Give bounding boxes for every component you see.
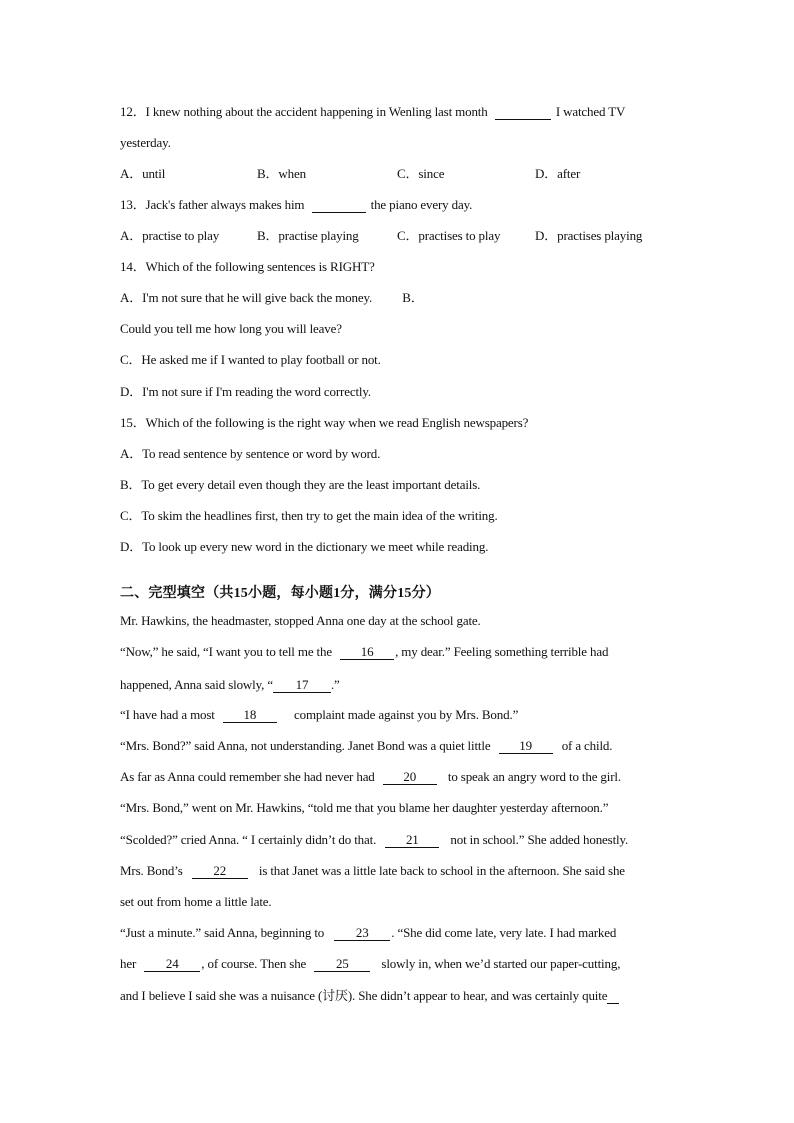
passage-line-13 — [120, 988, 619, 1004]
question-13-text-before: 13．Jack's father always makes him — [120, 197, 305, 212]
cloze-blank-19: 19 — [499, 739, 553, 754]
question-14-option-d: D．I'm not sure if I'm reading the word correctly. — [120, 384, 371, 399]
passage-text: “Mrs. Bond?” said Anna, not understanding. Janet Bond was a quiet little — [120, 738, 491, 753]
cloze-blank-16: 16 — [340, 645, 394, 660]
cloze-blank-18: 18 — [223, 708, 277, 723]
question-12-stem-continued: yesterday. — [120, 135, 171, 150]
cloze-blank-21: 21 — [385, 833, 439, 848]
passage-text: “I have had a most — [120, 707, 215, 722]
passage-line-5 — [120, 738, 612, 754]
question-14-option-c: C．He asked me if I wanted to play football or not. — [120, 352, 381, 367]
cloze-blank-25: 25 — [314, 957, 370, 972]
question-12-option-c: C．since — [397, 166, 445, 181]
question-15-option-b: B．To get every detail even though they are the least important details. — [120, 477, 481, 492]
passage-text: happened, Anna said slowly, “ — [120, 677, 273, 692]
question-12-option-b: B．when — [257, 166, 306, 181]
passage-text: “Just a minute.” said Anna, beginning to — [120, 925, 325, 940]
passage-line-4 — [120, 707, 518, 723]
cloze-blank-17: 17 — [273, 678, 331, 693]
passage-text: .” — [330, 677, 340, 692]
passage-line-11 — [120, 925, 616, 941]
passage-text: not in school.” She added honestly. — [450, 832, 629, 847]
question-15-option-a: A．To read sentence by sentence or word by word. — [120, 446, 381, 461]
passage-text: of a child. — [561, 738, 613, 753]
question-15-option-c: C．To skim the headlines first, then try to get the main idea of the writing. — [120, 508, 498, 523]
passage-text: “Now,” he said, “I want you to tell me the — [120, 644, 332, 659]
question-13-text-after: the piano every day. — [370, 197, 473, 212]
passage-text: , of course. Then she — [201, 956, 307, 971]
passage-line-8 — [120, 832, 628, 848]
cloze-blank-24: 24 — [144, 957, 200, 972]
passage-line-2 — [120, 644, 608, 660]
question-13-option-a: A．practise to play — [120, 228, 220, 243]
passage-text: slowly in, when we’d started our paper-cutting, — [381, 956, 621, 971]
question-12-text-before: 12．I knew nothing about the accident happening in Wenling last month — [120, 104, 488, 119]
passage-text: to speak an angry word to the girl. — [447, 769, 621, 784]
question-14-stem: 14．Which of the following sentences is RIGHT? — [120, 259, 375, 274]
question-13-option-b: B．practise playing — [257, 228, 359, 243]
passage-line-10: set out from home a little late. — [120, 894, 272, 909]
passage-line-6 — [120, 769, 621, 785]
question-12-stem — [120, 104, 625, 120]
question-14-option-b-label: B． — [402, 290, 424, 305]
question-13-option-c: C．practises to play — [397, 228, 501, 243]
passage-text: , my dear.” Feeling something terrible had — [395, 644, 609, 659]
passage-text: complaint made against you by Mrs. Bond.” — [293, 707, 519, 722]
question-14-option-b: Could you tell me how long you will leave? — [120, 321, 342, 336]
passage-text: is that Janet was a little late back to school in the afternoon. She said she — [258, 863, 625, 878]
question-12-text-after: I watched TV — [555, 104, 626, 119]
cloze-blank-23: 23 — [334, 926, 390, 941]
question-15-stem: 15．Which of the following is the right way when we read English newspapers? — [120, 415, 529, 430]
question-14-option-a-row — [120, 290, 424, 306]
passage-line-1: Mr. Hawkins, the headmaster, stopped Anna one day at the school gate. — [120, 613, 481, 628]
answer-blank — [312, 198, 366, 213]
passage-text: Mrs. Bond’s — [120, 863, 183, 878]
question-12-option-d: D．after — [535, 166, 581, 181]
answer-blank — [495, 105, 551, 120]
section-heading: 二、完型填空（共15小题，每小题1分，满分15分） — [120, 586, 440, 601]
passage-text: and I believe I said she was a nuisance (讨厌). She didn’t appear to hear, and was certainly quite — [120, 988, 608, 1003]
cloze-blank-20: 20 — [383, 770, 437, 785]
question-13-stem — [120, 197, 472, 213]
passage-line-9 — [120, 863, 625, 879]
question-13-option-d: D．practises playing — [535, 228, 643, 243]
passage-text: As far as Anna could remember she had never had — [120, 769, 375, 784]
passage-text: her — [120, 956, 137, 971]
question-14-option-a: A．I'm not sure that he will give back the money. — [120, 290, 373, 305]
answer-blank — [607, 989, 619, 1004]
passage-text: “Scolded?” cried Anna. “ I certainly didn’t do that. — [120, 832, 377, 847]
question-12-option-a: A．until — [120, 166, 166, 181]
question-15-option-d: D．To look up every new word in the dictionary we meet while reading. — [120, 539, 489, 554]
passage-text: . “She did come late, very late. I had marked — [391, 925, 617, 940]
passage-line-3 — [120, 677, 340, 693]
passage-line-12 — [120, 956, 620, 972]
passage-line-7: “Mrs. Bond,” went on Mr. Hawkins, “told me that you blame her daughter yesterday afternoon.” — [120, 800, 609, 815]
cloze-blank-22: 22 — [192, 864, 248, 879]
